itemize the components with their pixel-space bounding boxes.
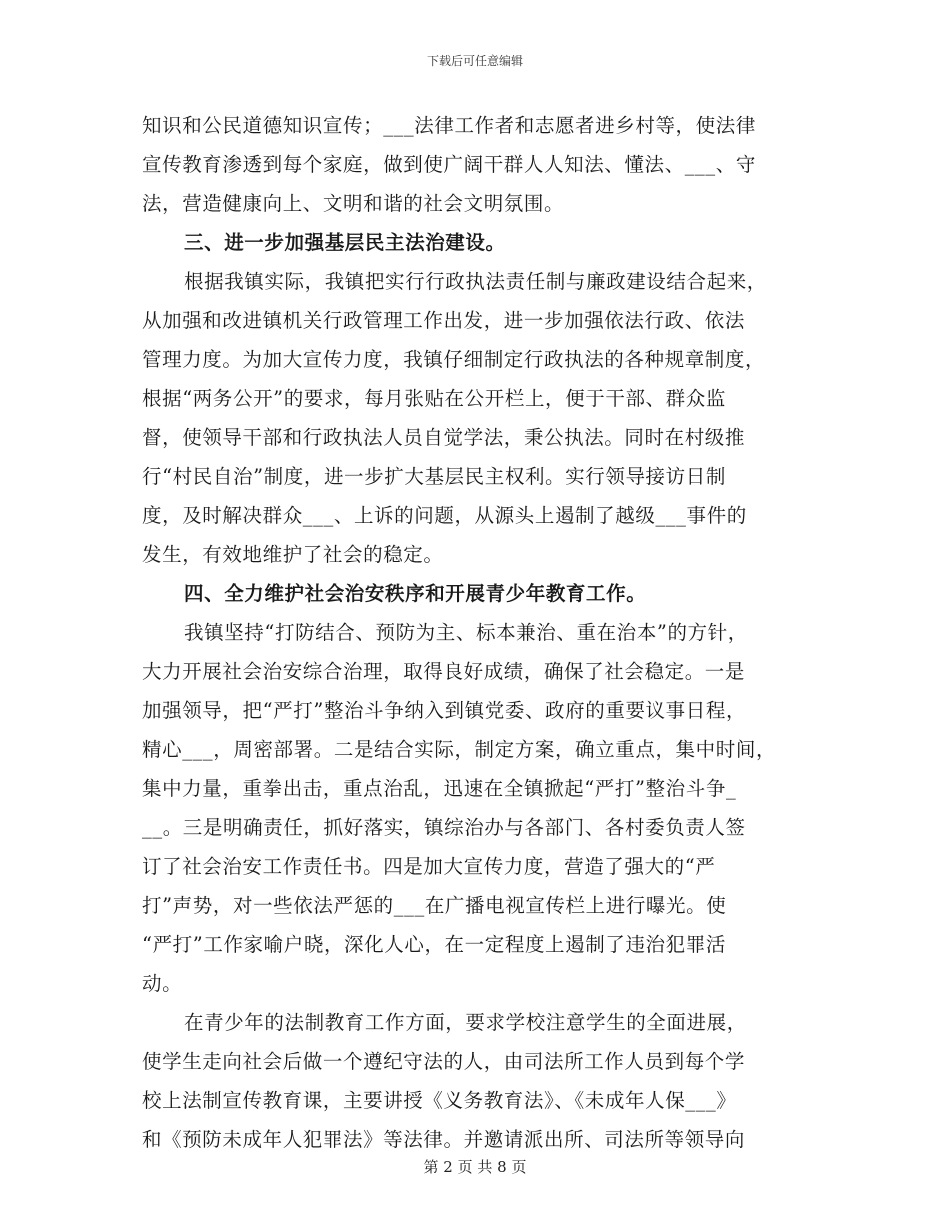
- text-line: 度，及时解决群众___、上诉的问题，从源头上遏制了越级___事件的: [142, 504, 747, 527]
- section-heading: 四、全力维护社会治安秩序和开展青少年教育工作。: [184, 582, 647, 605]
- text-line: 我镇坚持“打防结合、预防为主、标本兼治、重在治本”的方针，: [184, 621, 748, 644]
- text-line: 精心___，周密部署。二是结合实际，制定方案，确立重点，集中时间，: [142, 738, 777, 761]
- text-line: 法，营造健康向上、文明和谐的社会文明氛围。: [142, 192, 565, 215]
- text-line: 打”声势，对一些依法严惩的___在广播电视宣传栏上进行曝光。使: [142, 894, 727, 917]
- text-line: 根据“两务公开”的要求，每月张贴在公开栏上，便于干部、群众监: [142, 387, 726, 410]
- text-line: 校上法制宣传教育课，主要讲授《义务教育法》、《未成年人保___》: [142, 1089, 737, 1112]
- text-line: 集中力量，重拳出击，重点治乱，迅速在全镇掀起“严打”整治斗争_: [142, 777, 737, 800]
- text-line: 发生，有效地维护了社会的稳定。: [142, 543, 444, 566]
- text-line: 和《预防未成年人犯罪法》等法律。并邀请派出所、司法所等领导向: [142, 1128, 746, 1151]
- text-line: 根据我镇实际，我镇把实行行政执法责任制与廉政建设结合起来，: [184, 270, 767, 293]
- page-header: 下载后可任意编辑: [426, 54, 523, 68]
- text-line: 订了社会治安工作责任书。四是加大宣传力度，营造了强大的“严: [142, 855, 716, 878]
- text-line: 加强领导，把“严打”整治斗争纳入到镇党委、政府的重要议事日程，: [142, 699, 747, 722]
- page-footer: 第 2 页 共 8 页: [423, 1158, 527, 1176]
- text-line: __。三是明确责任，抓好落实，镇综治办与各部门、各村委负责人签: [142, 816, 746, 839]
- text-line: 动。: [142, 972, 183, 995]
- text-line: 从加强和改进镇机关行政管理工作出发，进一步加强依法行政、依法: [142, 309, 746, 332]
- text-line: 大力开展社会治安综合治理，取得良好成绩，确保了社会稳定。一是: [142, 660, 746, 683]
- text-line: 督，使领导干部和行政执法人员自觉学法，秉公执法。同时在村级推: [142, 426, 746, 449]
- text-line: 知识和公民道德知识宣传；___法律工作者和志愿者进乡村等，使法律: [142, 114, 756, 137]
- text-line: 使学生走向社会后做一个遵纪守法的人，由司法所工作人员到每个学: [142, 1050, 746, 1073]
- text-line: “严打”工作家喻户晓，深化人心，在一定程度上遏制了违治犯罪活: [142, 933, 726, 956]
- text-line: 管理力度。为加大宣传力度，我镇仔细制定行政执法的各种规章制度，: [142, 348, 766, 371]
- text-line: 在青少年的法制教育工作方面，要求学校注意学生的全面进展，: [184, 1011, 747, 1034]
- document-body: [142, 106, 812, 1159]
- text-line: 行“村民自治”制度，进一步扩大基层民主权利。实行领导接访日制: [142, 465, 726, 488]
- section-heading: 三、进一步加强基层民主法治建设。: [184, 231, 506, 254]
- text-line: 宣传教育渗透到每个家庭，做到使广阔干群人人知法、懂法、___、守: [142, 153, 756, 176]
